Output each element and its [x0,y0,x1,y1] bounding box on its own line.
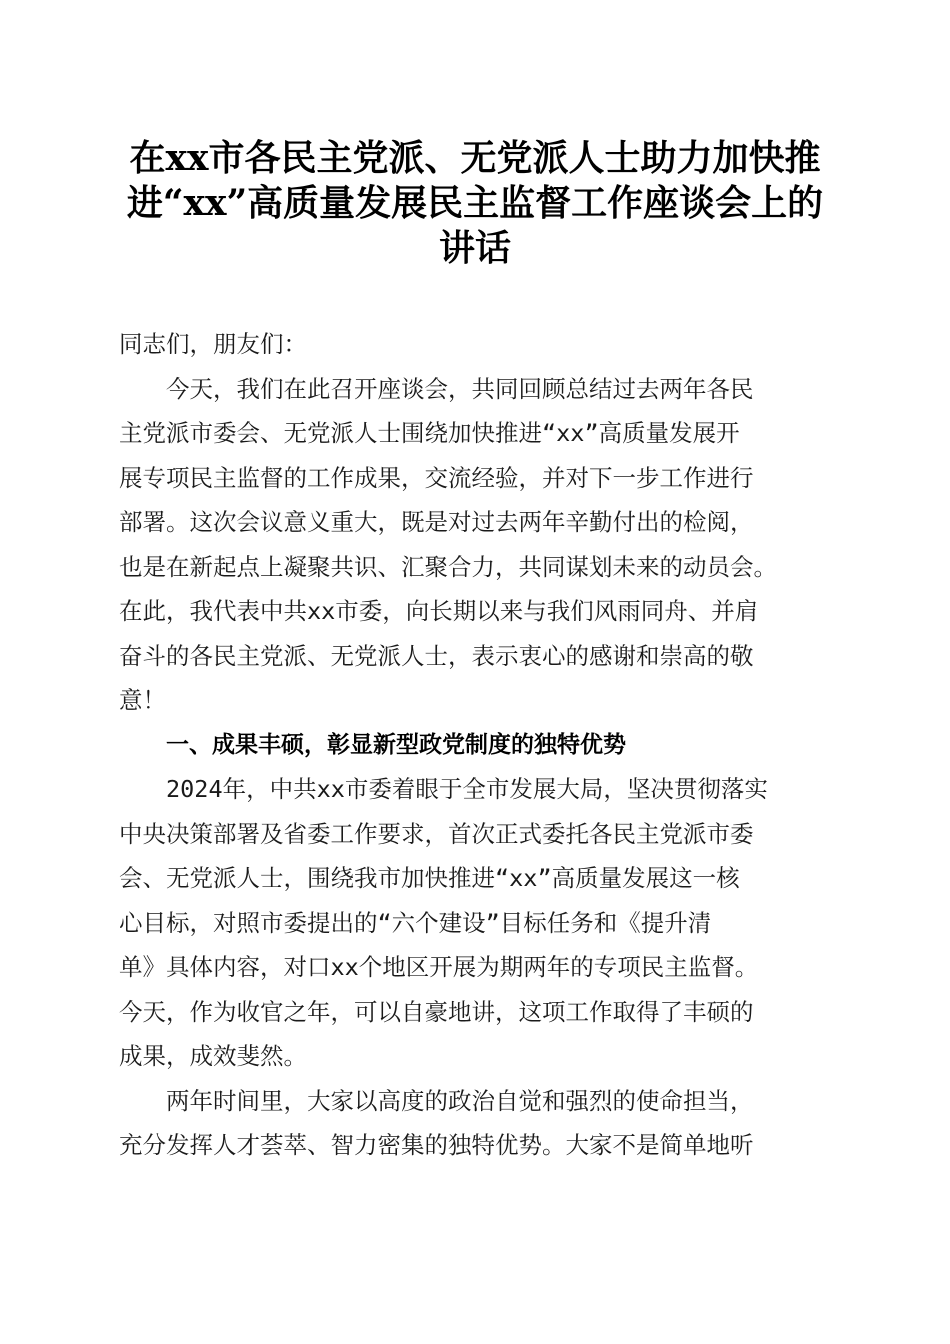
paragraph-line: 单》具体内容，对口xx个地区开展为期两年的专项民主监督。 [119,953,759,981]
paragraph-line: 2024年，中共xx市委着眼于全市发展大局，坚决贯彻落实 [166,775,768,803]
page-title [100,136,850,271]
paragraph-line: 成果，成效斐然。 [119,1042,307,1070]
paragraph-line: 意！ [119,686,166,714]
document-body [119,322,834,1168]
paragraph-2 [119,767,834,1079]
paragraph-line: 会、无党派人士，围绕我市加快推进“xx”高质量发展这一核 [119,864,740,892]
salutation: 同志们，朋友们： [119,330,307,358]
paragraph-line: 中央决策部署及省委工作要求，首次正式委托各民主党派市委 [119,819,754,848]
paragraph-line: 也是在新起点上凝聚共识、汇聚合力，共同谋划未来的动员会。 [119,552,777,581]
paragraph-line: 今天，我们在此召开座谈会，共同回顾总结过去两年各民 [166,374,754,403]
paragraph-line: 展专项民主监督的工作成果，交流经验，并对下一步工作进行 [119,463,754,492]
title-line-3: 讲话 [438,227,511,269]
paragraph-line: 主党派市委会、无党派人士围绕加快推进“xx”高质量发展开 [119,419,740,447]
paragraph-3 [119,1079,834,1168]
paragraph-line: 充分发挥人才荟萃、智力密集的独特优势。大家不是简单地听 [119,1131,754,1159]
paragraph-1 [119,367,834,723]
paragraph-line: 在此，我代表中共xx市委，向长期以来与我们风雨同舟、并肩 [119,597,759,625]
title-line-1: 在xx市各民主党派、无党派人士助力加快推 [129,137,821,179]
paragraph-line: 今天，作为收官之年，可以自豪地讲，这项工作取得了丰硕的 [119,997,754,1026]
paragraph-line: 部署。这次会议意义重大，既是对过去两年辛勤付出的检阅， [119,508,754,536]
title-line-2: 进“xx”高质量发展民主监督工作座谈会上的 [126,182,824,224]
paragraph-line: 两年时间里，大家以高度的政治自觉和强烈的使命担当， [166,1086,754,1115]
paragraph-line: 心目标，对照市委提出的“六个建设”目标任务和《提升清 [119,908,712,937]
section-heading: 一、成果丰硕，彰显新型政党制度的独特优势 [166,731,626,758]
paragraph-line: 奋斗的各民主党派、无党派人士，表示衷心的感谢和崇高的敬 [119,641,754,670]
